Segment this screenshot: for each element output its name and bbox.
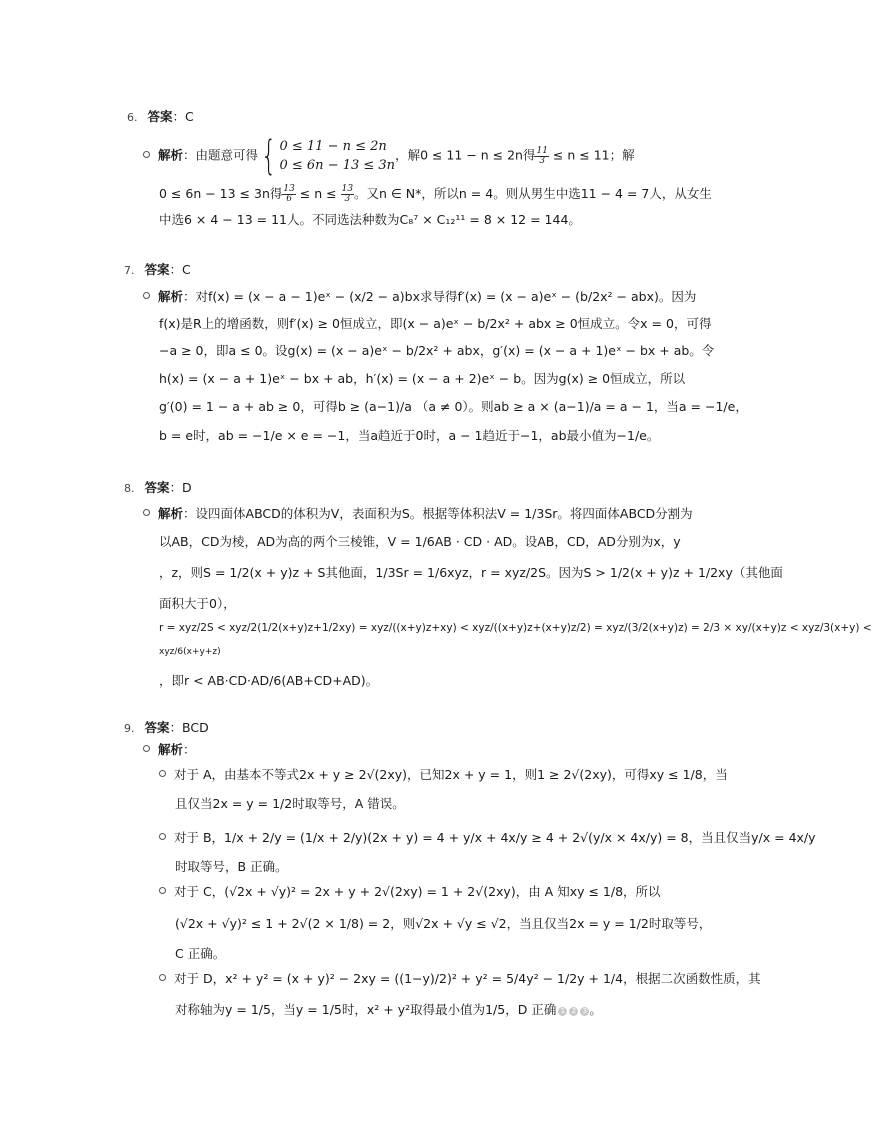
q7-colon: ： — [169, 262, 183, 277]
q6-analysis-line1 — [143, 133, 635, 179]
q6-answer-line — [127, 109, 194, 126]
q6-system-row2: 0 ≤ 6n − 13 ≤ 3n — [279, 158, 396, 173]
bullet-icon — [143, 151, 150, 158]
q7-analysis-line4: h(x) = (x − a + 1)eˣ − bx + ab，h′(x) = (x − a + 2)eˣ − b。因为g(x) ≥ 0恒成立，所以 — [159, 371, 686, 386]
q8-answer: D — [182, 480, 192, 495]
q6-text-c: ≤ n ≤ 11；解 — [548, 147, 635, 163]
q6-number: 6. — [127, 111, 138, 124]
q7-analysis-line1 — [143, 289, 696, 305]
bullet-icon — [159, 770, 166, 777]
q6-text-l2b: ≤ n ≤ — [295, 186, 341, 201]
q9-option-b-line2: 时取等号，B 正确。 — [175, 859, 288, 874]
q8-analysis-line6: xyz/6(x+y+z) — [159, 647, 221, 657]
q7-number: 7. — [124, 264, 135, 277]
q6-system — [279, 137, 395, 175]
q9-option-c-line3: C 正确。 — [175, 946, 226, 961]
q9-option-a-line1 — [159, 767, 728, 783]
q7-text-l1: ：对f(x) = (x − a − 1)eˣ − (x/2 − a)bx求导得f′(x) = (x − a)eˣ − (b/2x² − abx)。因为 — [183, 289, 697, 304]
q7-answer-line — [124, 262, 191, 279]
q8-answer-line — [124, 480, 192, 497]
q9-answer-label: 答案 — [144, 720, 170, 735]
q9-d-end: 。 — [589, 1002, 602, 1017]
q6-colon: ： — [172, 109, 186, 124]
left-brace-icon: { — [261, 133, 277, 179]
bullet-icon — [143, 509, 150, 516]
q9-colon: ： — [169, 720, 183, 735]
footnote-marker-1[interactable]: 1 — [558, 1007, 567, 1016]
footnote-marker-3[interactable]: 3 — [580, 1007, 589, 1016]
bullet-icon — [159, 833, 166, 840]
q9-d-text2: 对称轴为y = 1/5，当y = 1/5时，x² + y²取得最小值为1/5，D 正确 — [175, 1002, 557, 1017]
q9-number: 9. — [124, 722, 135, 735]
q9-answer: BCD — [182, 720, 209, 735]
q6-analysis-line2 — [159, 185, 712, 204]
q9-d-text1: 对于 D，x² + y² = (x + y)² − 2xy = ((1−y)/2)² + y² = 5/4y² − 1/2y + 1/4，根据二次函数性质，其 — [174, 971, 761, 986]
q6-analysis-line3: 中选6 × 4 − 13 = 11人。不同选法种数为C₈⁷ × C₁₂¹¹ = 8 × 12 = 144。 — [159, 212, 581, 227]
bullet-icon — [159, 974, 166, 981]
q9-c-text1: 对于 C，(√2x + √y)² = 2x + y + 2√(2xy) = 1 + 2√(2xy)，由 A 知xy ≤ 1/8，所以 — [174, 884, 661, 899]
q9-a-text1: 对于 A，由基本不等式2x + y ≥ 2√(2xy)，已知2x + y = 1，则1 ≥ 2√(2xy)，可得xy ≤ 1/8，当 — [174, 767, 728, 782]
q8-analysis-line7: ，即r < AB·CD·AD/6(AB+CD+AD)。 — [159, 673, 379, 688]
q8-answer-label: 答案 — [144, 480, 170, 495]
q6-frac-11-3: $\frac{11}{3}$ — [536, 145, 548, 166]
q9-analysis-colon: ： — [183, 742, 196, 757]
q9-option-c-line2: (√2x + √y)² ≤ 1 + 2√(2 × 1/8) = 2，则√2x + √y ≤ √2，当且仅当2x = y = 1/2时取等号， — [175, 916, 712, 931]
q8-number: 8. — [124, 482, 135, 495]
q9-option-c-line1 — [159, 884, 661, 900]
q7-analysis-label: 解析 — [158, 289, 184, 304]
q9-option-a-line2: 且仅当2x = y = 1/2时取等号，A 错误。 — [175, 796, 405, 811]
bullet-icon — [143, 292, 150, 299]
q8-analysis-line2: 以AB，CD为棱，AD为高的两个三棱锥，V = 1/6AB · CD · AD。设AB，CD，AD分别为x，y — [159, 534, 681, 549]
q9-answer-line — [124, 720, 209, 737]
q8-text-l1: ：设四面体ABCD的体积为V，表面积为S。根据等体积法V = 1/3Sr。将四面体ABCD分割为 — [183, 506, 693, 521]
q6-text-l2c: 。又n ∈ N*，所以n = 4。则从男生中选11 − 4 = 7人，从女生 — [354, 186, 712, 201]
q8-analysis-line5: r = xyz/2S < xyz/2(1/2(x+y)z+1/2xy) = xyz/((x+y)z+xy) < xyz/((x+y)z+(x+y)z/2) = xyz/(3/2(x+y)z) = 2/3 × xy/(x+y)z < xyz/3(x+y) < — [159, 622, 872, 634]
bullet-icon — [159, 887, 166, 894]
q9-option-d-line1 — [159, 971, 761, 987]
q6-answer: C — [185, 109, 194, 124]
q8-analysis-line1 — [143, 506, 693, 522]
q6-text-l2a: 0 ≤ 6n − 13 ≤ 3n得 — [159, 186, 283, 201]
q6-text-a: ：由题意可得 — [183, 147, 259, 163]
q8-analysis-line4: 面积大于0）， — [159, 596, 236, 611]
q6-frac-13-3: $\frac{13}{3}$ — [341, 184, 354, 204]
q7-analysis-line2: f(x)是R上的增函数，则f′(x) ≥ 0恒成立，即(x − a)eˣ − b/2x² + abx ≥ 0恒成立。令x = 0，可得 — [159, 316, 712, 331]
q8-analysis-label: 解析 — [158, 506, 184, 521]
q8-colon: ： — [169, 480, 183, 495]
q6-text-b: ，解0 ≤ 11 − n ≤ 2n得 — [395, 147, 536, 163]
q7-analysis-line3: −a ≥ 0，即a ≤ 0。设g(x) = (x − a)eˣ − b/2x² + abx，g′(x) = (x − a + 1)eˣ − bx + ab。令 — [159, 343, 715, 358]
q9-option-b-line1 — [159, 830, 816, 846]
q7-analysis-line5: g′(0) = 1 − a + ab ≥ 0，可得b ≥ (a−1)/a （a ≠ 0）。则ab ≥ a × (a−1)/a = a − 1，当a = −1/e， — [159, 399, 748, 414]
q8-analysis-line3: ，z，则S = 1/2(x + y)z + S其他面，1/3Sr = 1/6xyz，r = xyz/2S。因为S > 1/2(x + y)z + 1/2xy（其他面 — [159, 565, 783, 580]
q6-frac-13-6: $\frac{13}{6}$ — [283, 184, 295, 204]
bullet-icon — [143, 745, 150, 752]
q7-answer: C — [182, 262, 191, 277]
q9-b-text1: 对于 B，1/x + 2/y = (1/x + 2/y)(2x + y) = 4 + y/x + 4x/y ≥ 4 + 2√(y/x × 4x/y) = 8，当且仅当y/x = 4x/y — [174, 830, 816, 845]
q9-analysis-label: 解析 — [158, 742, 184, 757]
q6-answer-label: 答案 — [147, 109, 173, 124]
q7-analysis-line6: b = e时，ab = −1/e × e = −1，当a趋近于0时，a − 1趋近于−1，ab最小值为−1/e。 — [159, 428, 660, 443]
q9-analysis-line — [143, 742, 196, 758]
q9-option-d-line2 — [175, 1002, 602, 1018]
footnote-marker-2[interactable]: 2 — [569, 1007, 578, 1016]
q6-system-row1: 0 ≤ 11 − n ≤ 2n — [279, 139, 387, 154]
q6-analysis-label: 解析 — [158, 147, 184, 163]
q7-answer-label: 答案 — [144, 262, 170, 277]
